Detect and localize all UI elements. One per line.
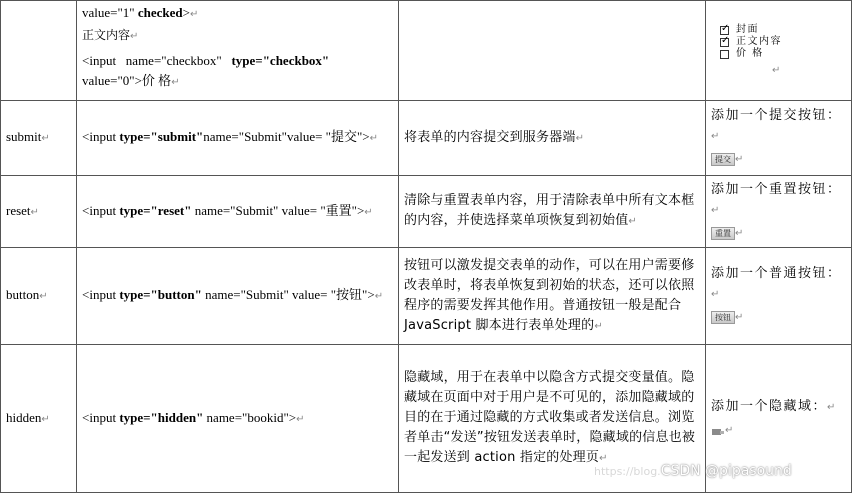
paragraph-mark: ↵: [711, 131, 721, 142]
code-line: [82, 408, 393, 430]
paragraph-mark: ↵: [39, 291, 48, 302]
paragraph-mark: ↵: [369, 133, 379, 144]
paragraph-mark: ↵: [41, 413, 50, 425]
preview-checkbox-row: [720, 24, 846, 36]
code-text: value="1": [82, 5, 138, 20]
paragraph-mark: ↵: [711, 289, 721, 300]
code-text: <input: [82, 129, 120, 144]
code-text: >: [182, 5, 190, 20]
preview-cell: [706, 1, 852, 101]
checkbox-label: 价 格: [736, 48, 764, 59]
type-label: button: [6, 287, 40, 302]
preview-cell: [706, 248, 852, 345]
preview-text: 添加一个提交按钮：↵: [711, 108, 842, 142]
watermark-prefix: https://blog.: [594, 465, 661, 478]
preview-button[interactable]: 提交: [711, 153, 735, 166]
paragraph-mark: ↵: [41, 133, 50, 144]
code-keyword: checked: [137, 5, 183, 20]
code-cell: [77, 345, 399, 493]
hidden-field-icon: [711, 424, 725, 434]
code-text: name="Submit"value= "提交">: [203, 129, 370, 144]
code-line: [82, 3, 393, 25]
code-line: [82, 285, 393, 307]
preview-cell: [706, 176, 852, 248]
preview-text: 添加一个普通按钮：↵: [711, 266, 842, 300]
paragraph-mark: ↵: [30, 206, 39, 218]
type-label: reset: [6, 202, 31, 218]
type-cell: [1, 248, 77, 345]
preview-checkbox-row: [720, 48, 846, 60]
watermark: [594, 463, 792, 479]
description-text: 隐藏域，用于在表单中以隐含方式提交变量值。隐藏域在页面中对于用户是不可见的，添加隐藏域的目的在于通过隐藏的方式收集或者发送信息。浏览者单击“发送”按钮发送表单时，隐藏域的信息也被一起发送到 action 指定的处理页: [404, 370, 696, 465]
code-text: <input: [82, 287, 120, 302]
paragraph-mark: ↵: [711, 204, 721, 216]
code-keyword: type="submit": [119, 129, 204, 144]
preview-button[interactable]: 按钮: [711, 311, 735, 324]
paragraph-mark: ↵: [735, 312, 745, 323]
code-text: name="Submit" value= "重置">: [191, 202, 365, 218]
preview-text: 添加一个重置按钮：↵: [711, 181, 842, 216]
code-line: [82, 51, 393, 71]
paragraph-mark: ↵: [772, 65, 782, 76]
checkbox-label: 封面: [736, 24, 759, 35]
code-keyword: type="hidden": [119, 409, 204, 425]
type-label: hidden: [6, 409, 42, 425]
paragraph-mark: ↵: [575, 132, 585, 144]
description-text: 清除与重置表单内容，用于清除表单中所有文本框的内容，并使选择菜单项恢复到初始值: [404, 193, 695, 228]
preview-control: [711, 223, 846, 244]
paragraph-mark: ↵: [130, 31, 139, 42]
code-text: <input name="checkbox": [82, 53, 232, 68]
preview-control: [711, 307, 846, 328]
code-line: value="0">价 格↵: [82, 73, 180, 88]
code-text: <input: [82, 202, 120, 218]
preview-text: 添加一个隐藏域：↵: [711, 398, 837, 414]
preview-cell: [706, 101, 852, 176]
description-cell: [399, 101, 706, 176]
watermark-text: CSDN @pipasound: [660, 463, 792, 479]
code-cell: [77, 176, 399, 248]
paragraph-mark: ↵: [827, 401, 837, 413]
paragraph-mark: ↵: [599, 453, 608, 464]
paragraph-mark: ↵: [374, 291, 384, 302]
description-text: 将表单的内容提交到服务器端: [404, 129, 576, 145]
type-cell: [1, 176, 77, 248]
code-text: name="bookid">: [203, 409, 297, 425]
preview-button[interactable]: 重置: [711, 227, 735, 240]
paragraph-mark: ↵: [735, 227, 745, 239]
preview-control: [711, 149, 846, 170]
paragraph-mark: ↵: [628, 216, 637, 227]
checkbox-icon[interactable]: [720, 38, 729, 47]
paragraph-mark: ↵: [735, 154, 745, 165]
type-cell: [1, 1, 77, 101]
paragraph-mark: ↵: [725, 424, 735, 436]
description-cell: [399, 248, 706, 345]
description-cell: [399, 1, 706, 101]
type-cell: [1, 101, 77, 176]
paragraph-mark: ↵: [364, 206, 373, 218]
checkbox-icon[interactable]: [720, 50, 729, 59]
code-keyword: type="button": [119, 287, 202, 302]
code-keyword: type="checkbox": [231, 53, 330, 68]
paragraph-mark: ↵: [189, 9, 199, 20]
checkbox-label: 正文内容: [736, 36, 782, 47]
code-text: name="Submit" value= "按钮">: [201, 287, 375, 302]
paragraph-mark: ↵: [594, 320, 603, 332]
table-row: [1, 176, 852, 248]
paragraph-mark: ↵: [171, 77, 180, 88]
table-row: [1, 1, 852, 101]
table-row: [1, 101, 852, 176]
code-text: <input: [82, 409, 120, 425]
code-keyword: type="reset": [119, 202, 192, 218]
checkbox-icon[interactable]: [720, 26, 729, 35]
code-line: 正文内容↵: [82, 28, 139, 42]
preview-checkbox-row: [720, 36, 846, 48]
paragraph-mark: ↵: [296, 413, 305, 425]
code-cell: [77, 248, 399, 345]
type-label: submit: [6, 129, 42, 144]
description-cell: [399, 176, 706, 248]
code-line: [82, 127, 393, 149]
code-line: [82, 201, 393, 223]
table-row: [1, 248, 852, 345]
preview-control: [711, 420, 846, 441]
code-cell: [77, 1, 399, 101]
type-cell: [1, 345, 77, 493]
description-text: 按钮可以激发提交表单的动作，可以在用户需要修改表单时，将表单恢复到初始的状态，还可以依照程序的需要发挥其他作用。普通按钮一般是配合 JavaScript 脚本进行表单处理的: [404, 257, 695, 333]
code-cell: [77, 101, 399, 176]
